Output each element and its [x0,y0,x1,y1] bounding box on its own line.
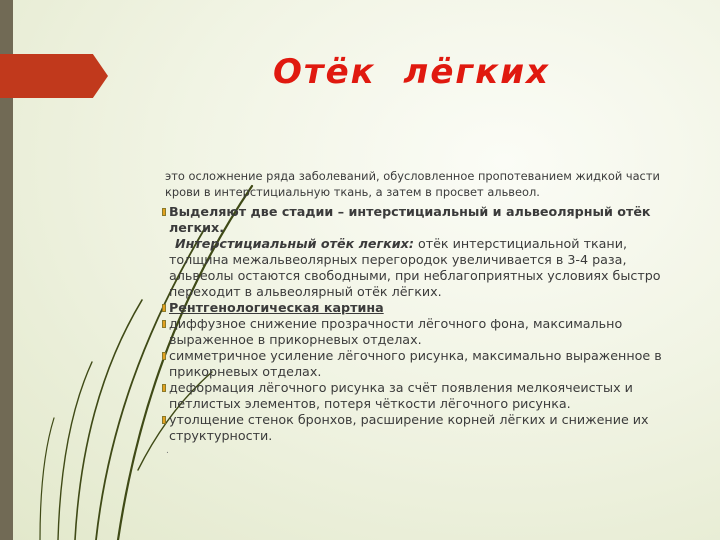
bullet-icon [162,352,166,360]
bullet-icon [162,384,166,392]
list-item-stages [163,204,663,300]
item-text: деформация лёгочного рисунка за счёт появления мелкоячеистых и петлистых элементов, потеря чёткости лёгочного рисунка. [169,380,633,411]
list-item [163,380,663,412]
item-text: диффузное снижение прозрачности лёгочного фона, максимально выраженное в прикорневых отделах. [169,316,623,347]
list-item [163,412,663,444]
section-heading: Рентгенологическая картина [169,300,384,315]
page-title: Отёк лёгких [273,52,550,92]
title-arrow-shape [0,54,108,98]
list-item [163,348,663,380]
sub-lead: Интерстициальный отёк легких: [175,236,414,251]
intro-text: это осложнение ряда заболеваний, обусловленное пропотеванием жидкой части крови в интерстициальную ткань, а затем в просвет альвеол. [165,169,660,199]
content-body [163,168,663,444]
trailing-dot: . [166,446,169,456]
bullet-icon [162,208,166,216]
item-text: симметричное усиление лёгочного рисунка, максимально выраженное в прикорневых отделах. [169,348,662,379]
list-item-heading [163,300,663,316]
bullet-icon [162,304,166,312]
sub-paragraph [169,236,663,300]
bullet-icon [162,416,166,424]
list-item [163,316,663,348]
item-text: утолщение стенок бронхов, расширение корней лёгких и снижение их структурности. [169,412,649,443]
item-text: Выделяют две стадии – интерстициальный и альвеолярный отёк легких. [169,204,651,235]
sub-text: отёк интерстициальной ткани, толщина межальвеолярных перегородок увеличивается в 3-4 раза, альвеолы остаются свободными, при неблагоприятных условиях быстро переходит в альвеолярный отёк лёгких. [169,236,661,299]
bullet-icon [162,320,166,328]
